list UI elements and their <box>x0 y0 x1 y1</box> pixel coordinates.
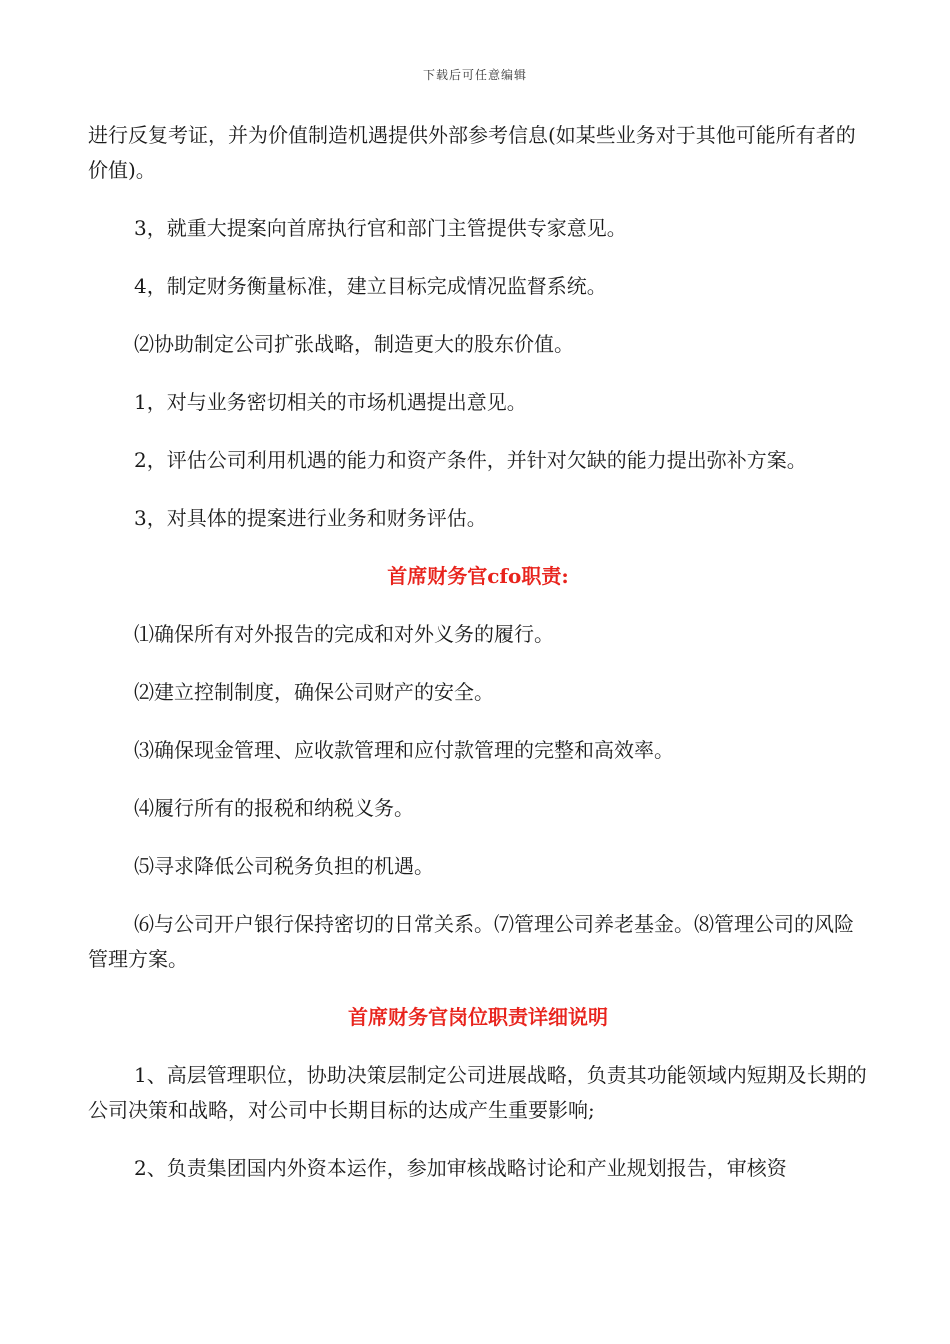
paragraph-item: ⑸寻求降低公司税务负担的机遇。 <box>134 854 434 878</box>
paragraph-item: 1，对与业务密切相关的市场机遇提出意见。 <box>134 390 527 414</box>
paragraph-item: ⑶确保现金管理、应收款管理和应付款管理的完整和高效率。 <box>134 738 674 762</box>
paragraph-item: 4，制定财务衡量标准，建立目标完成情况监督系统。 <box>134 274 607 298</box>
paragraph-item: ⑵建立控制制度，确保公司财产的安全。 <box>134 680 494 704</box>
paragraph-item: ⑹与公司开户银行保持密切的日常关系。⑺管理公司养老基金。⑻管理公司的风险管理方案。 <box>88 912 854 971</box>
paragraph-item: 1、高层管理职位，协助决策层制定公司进展战略，负责其功能领域内短期及长期的公司决策和战略，对公司中长期目标的达成产生重要影响; <box>88 1063 867 1122</box>
paragraph-item: ⑴确保所有对外报告的完成和对外义务的履行。 <box>134 622 554 646</box>
paragraph-continuation: 进行反复考证，并为价值制造机遇提供外部参考信息(如某些业务对于其他可能所有者的价值)。 <box>88 123 856 182</box>
paragraph-item: ⑵协助制定公司扩张战略，制造更大的股东价值。 <box>134 332 574 356</box>
paragraph-item: 3，就重大提案向首席执行官和部门主管提供专家意见。 <box>134 216 627 240</box>
page-header: 下载后可任意编辑 <box>422 68 527 82</box>
document-body <box>88 118 868 1186</box>
paragraph-item: 2、负责集团国内外资本运作，参加审核战略讨论和产业规划报告，审核资 <box>134 1156 787 1180</box>
paragraph-item: ⑷履行所有的报税和纳税义务。 <box>134 796 414 820</box>
section-heading-cfo-duties: 首席财务官cfo职责: <box>387 564 569 588</box>
paragraph-item: 3，对具体的提案进行业务和财务评估。 <box>134 506 487 530</box>
section-heading-cfo-details: 首席财务官岗位职责详细说明 <box>348 1005 608 1029</box>
paragraph-item: 2，评估公司利用机遇的能力和资产条件，并针对欠缺的能力提出弥补方案。 <box>134 448 807 472</box>
